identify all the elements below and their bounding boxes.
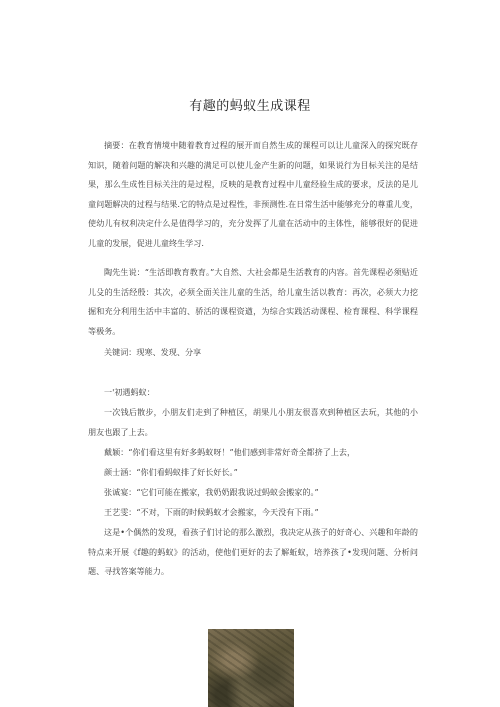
section-heading: 一'初遇蚂蚁： bbox=[104, 387, 155, 397]
dialog-line-4: 王艺雯：“不对，下雨的时候蚂蚁才会搬家，今天没有下雨。” bbox=[104, 507, 319, 517]
reflection-paragraph: 这是•个偶然的发现，看孩子们讨论的那么激烈，我决定从孩子的好奇心、兴趣和年龄的特点来开展《f趣的蚂蚁》的活动，使他们更好的去了解蚯蚁，培养孩了•发现问题、分析问题、寻找答案等能力。 bbox=[88, 527, 418, 577]
keywords: 关键词：现寒、发现、分享 bbox=[104, 347, 202, 357]
tao-quote-paragraph: 陶先生说：“生活即教育教育。”大自然、大社会都是生活教育的内容。首先课程必须贴近儿殳的生活经殷：其次，必须全面关注儿童的生活，给儿童生活以教育：再次，必须大力挖掘和充分利用生活中丰富的、骄活的课程资遒，为综合实践活动课程、检育课程、科学课程等极务。 bbox=[88, 267, 418, 336]
dialog-line-2: 颜士涵：“你们看蚂蚁排了好长好长。” bbox=[104, 467, 238, 477]
dialog-line-3: 张诚宴：“它们可能在搬家，我奶奶跟我说过蚂蚁会搬家的。” bbox=[104, 487, 319, 497]
abstract-paragraph: 摘要：在教育情境中随着教育过程的展开而自然生成的课程可以让儿童深入的探究既存知识，随着问题的解决和兴趣的满足可以使儿金产生新的问题，如果说行为目标关注的是结果，那么生成性目标关注的是过程，反映的是教育过程中儿童经验生成的要求，反法的是儿童问题解决的过程与结果.它的特点是过程性，非预测性.在日常生活中能够充分的尊重儿变，使幼儿有权利决定什么是值得学习的，充分发挥了儿童在活动中的主体性，能够很好的促进儿童的发展，促进儿童终生学习. bbox=[88, 140, 418, 248]
dialog-line-1: 戴颖：“你们看这里有好多蚂蚁呀！”他们感到非常好奇全都挤了上去， bbox=[104, 447, 356, 457]
ant-soil-photo bbox=[208, 629, 294, 707]
story-paragraph: 一次钱后散步，小朋友们走到了种植区，胡果儿小朋友很喜欢到种植区去玩，其他的小朋友也跟了上去。 bbox=[88, 407, 418, 437]
document-title: 有趣的蚂蚁生成课程 bbox=[189, 99, 311, 114]
